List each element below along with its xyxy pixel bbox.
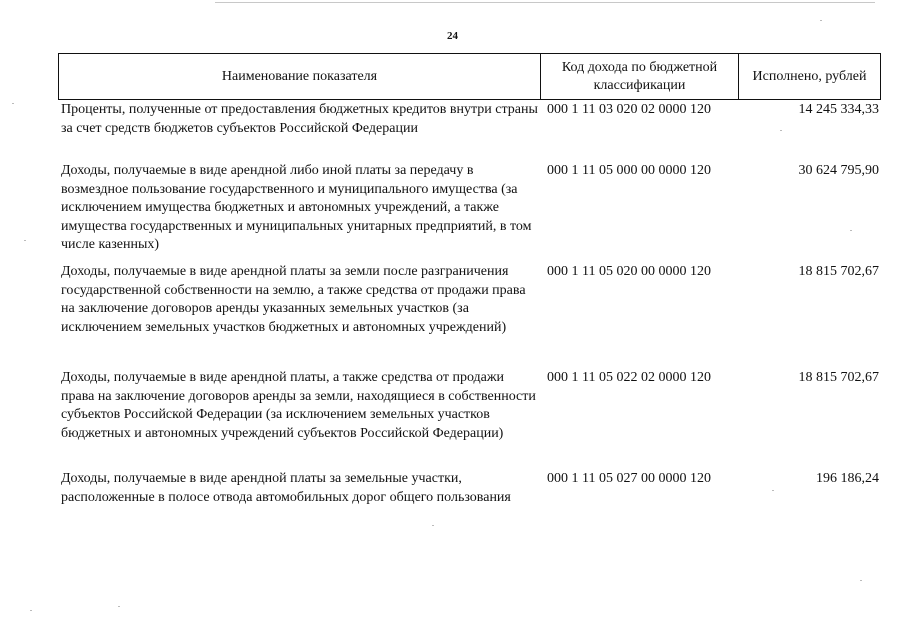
table-header — [58, 53, 881, 100]
row-name: Доходы, получаемые в виде арендной платы, а также средства от продажи права на заключение договоров аренды за земли, находящиеся в собственности субъектов Российской Федерации (за исключением земельных участков бюджетных и автономных учреждений субъектов Российской Федерации) — [61, 370, 536, 441]
scan-border-line — [215, 2, 875, 3]
row-amount: 14 245 334,33 — [798, 102, 879, 117]
row-code: 000 1 11 05 000 00 0000 120 — [547, 163, 711, 178]
row-code: 000 1 11 05 020 00 0000 120 — [547, 264, 711, 279]
row-name: Доходы, получаемые в виде арендной платы за земельные участки, расположенные в полосе отвода автомобильных дорог общего пользования — [61, 471, 511, 505]
row-code: 000 1 11 03 020 02 0000 120 — [547, 102, 711, 117]
scan-speck — [860, 580, 862, 581]
row-code: 000 1 11 05 022 02 0000 120 — [547, 370, 711, 385]
scan-speck — [772, 490, 774, 491]
row-name: Доходы, получаемые в виде арендной либо иной платы за передачу в возмездное пользование государственного и муниципального имущества (за исключением имущества бюджетных и автономных учреждений, а также имущества государственных и муниципальных унитарных предприятий, в том числе казенных) — [61, 163, 532, 253]
row-code: 000 1 11 05 027 00 0000 120 — [547, 471, 711, 486]
page-number: 24 — [447, 30, 458, 42]
scan-speck — [24, 240, 26, 241]
row-amount: 18 815 702,67 — [798, 370, 879, 385]
scan-speck — [12, 103, 14, 104]
row-name: Проценты, полученные от предоставления бюджетных кредитов внутри страны за счет средств бюджетов субъектов Российской Федерации — [61, 102, 538, 136]
row-amount: 30 624 795,90 — [798, 163, 879, 178]
row-name: Доходы, получаемые в виде арендной платы за земли после разграничения государственной собственности на землю, а также средства от продажи права на заключение договоров аренды указанных земельных участков (за исключением земельных участков бюджетных и автономных учреждений) — [61, 264, 526, 335]
column-header-code: Код дохода по бюджетной классификации — [541, 54, 739, 99]
scan-speck — [118, 606, 120, 607]
row-amount: 196 186,24 — [816, 471, 879, 486]
column-header-name: Наименование показателя — [59, 54, 541, 99]
scan-speck — [432, 525, 434, 526]
scan-speck — [850, 230, 852, 231]
scan-speck — [780, 130, 782, 131]
scan-speck — [30, 610, 32, 611]
scan-speck — [820, 20, 822, 21]
column-header-amount: Исполнено, рублей — [752, 68, 867, 84]
row-amount: 18 815 702,67 — [798, 264, 879, 279]
